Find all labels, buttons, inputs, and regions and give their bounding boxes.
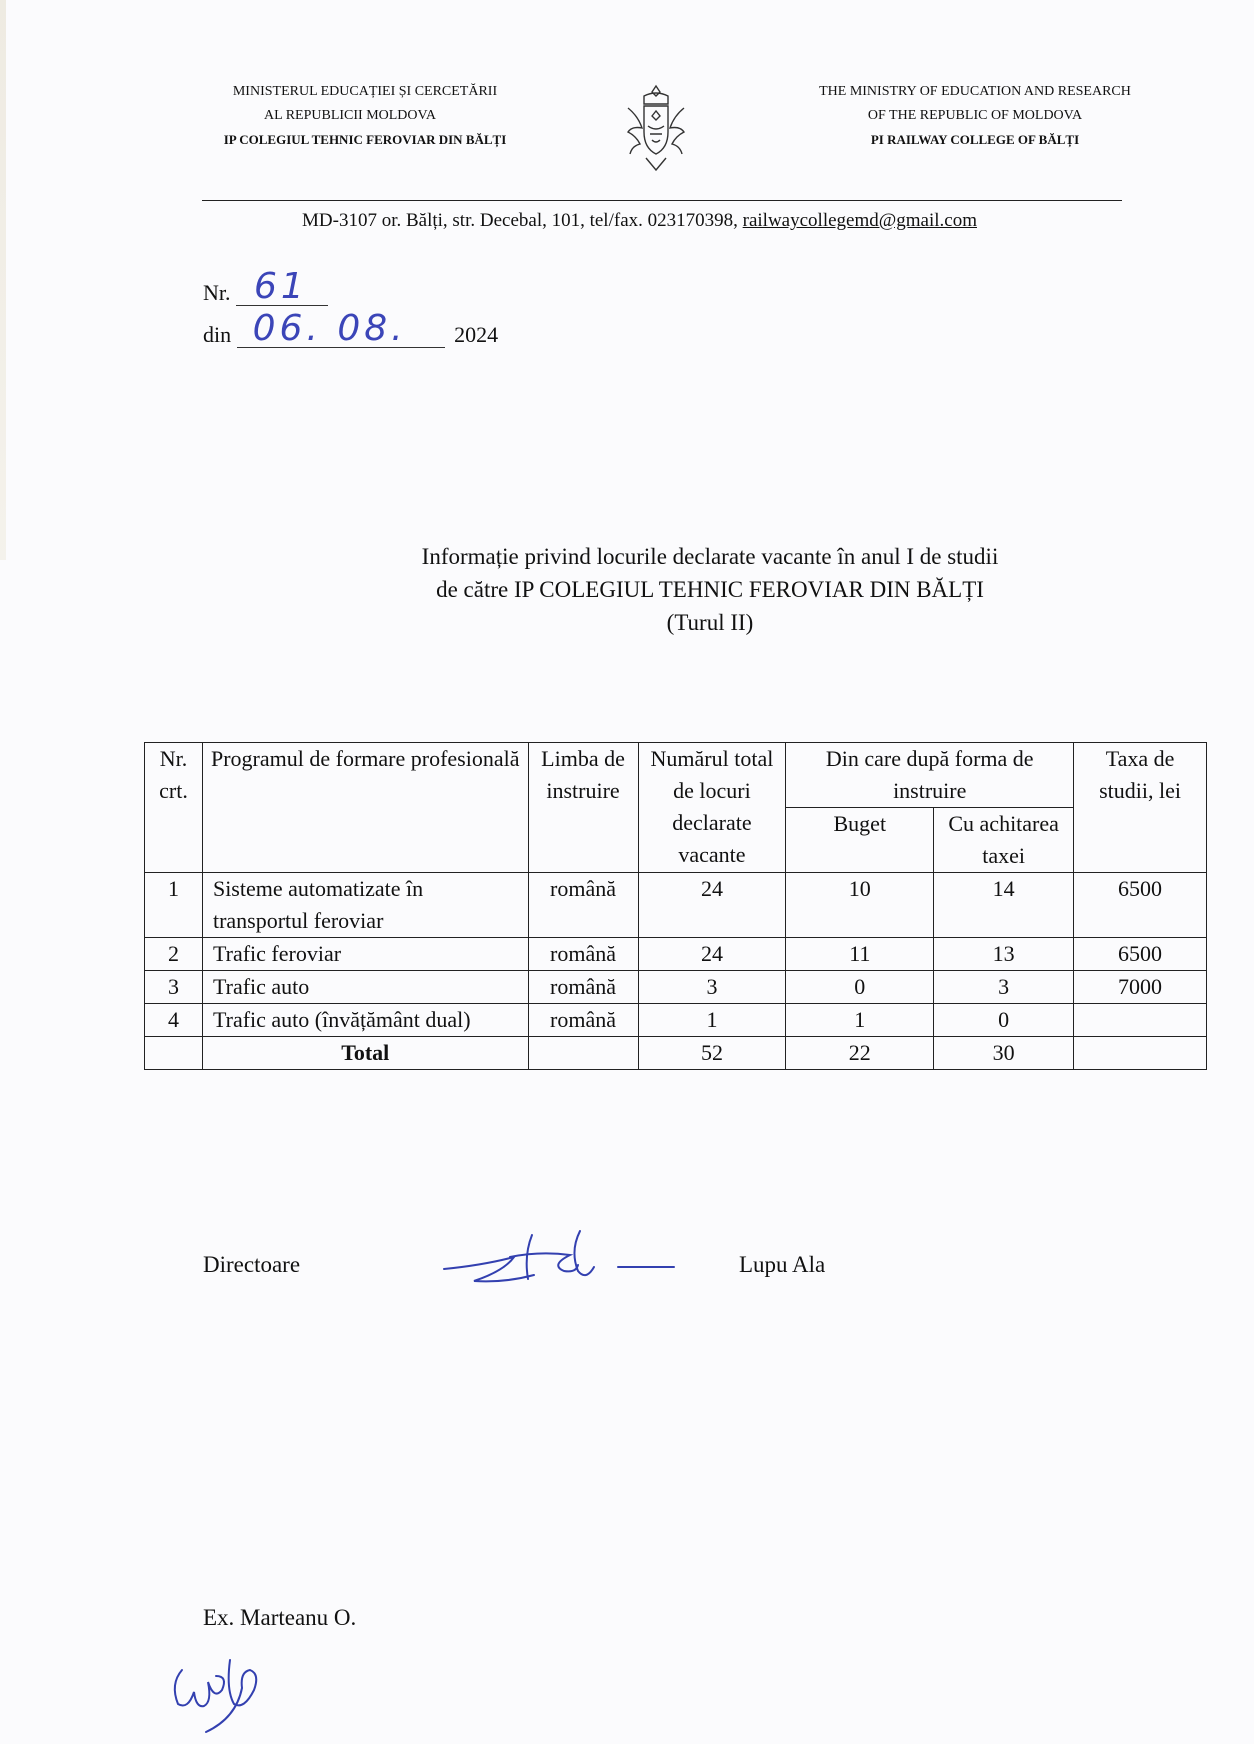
header-fee: Cu achitarea taxei: [934, 808, 1074, 873]
cell-budget: 0: [786, 971, 934, 1004]
signatory-role: Directoare: [203, 1252, 301, 1277]
letterhead-left: [200, 80, 530, 152]
director-signature: [440, 1225, 680, 1295]
cell-nr: 3: [145, 971, 203, 1004]
cell-budget: 1: [786, 1004, 934, 1037]
cell-tuition: 6500: [1074, 873, 1207, 938]
email-link[interactable]: railwaycollegemd@gmail.com: [742, 210, 977, 231]
total-row: [145, 1037, 1207, 1070]
cell-program: Trafic auto (învățământ dual): [202, 1004, 528, 1037]
cell-tuition: 6500: [1074, 938, 1207, 971]
title-line-2: de către IP COLEGIUL TEHNIC FEROVIAR DIN BĂLȚI: [436, 577, 984, 602]
cell-program: Sisteme automatizate în transportul feroviar: [202, 873, 528, 938]
header-divider: [202, 200, 1122, 201]
cell-language: română: [528, 873, 638, 938]
cell-language: română: [528, 1004, 638, 1037]
table-row: [145, 1004, 1207, 1037]
cell-program: Trafic auto: [202, 971, 528, 1004]
executor-signature: [160, 1650, 280, 1735]
college-en: PI RAILWAY COLLEGE OF BĂLȚI: [870, 132, 1080, 147]
cell-budget: 10: [786, 873, 934, 938]
college-ro: IP COLEGIUL TEHNIC FEROVIAR DIN BĂLȚI: [223, 132, 507, 147]
total-total: 52: [638, 1037, 786, 1070]
executor: Ex. Marteanu O.: [203, 1605, 357, 1630]
total-label: Total: [202, 1037, 528, 1070]
cell-program: Trafic feroviar: [202, 938, 528, 971]
title-line-3: (Turul II): [666, 610, 754, 635]
cell-budget: 11: [786, 938, 934, 971]
cell-total: 1: [638, 1004, 786, 1037]
ministry-en: THE MINISTRY OF EDUCATION AND RESEARCH: [819, 84, 1131, 99]
header-budget: Buget: [786, 808, 934, 873]
document-title: [330, 540, 1090, 639]
table-row: [145, 873, 1207, 938]
cell-language: română: [528, 938, 638, 971]
cell-total: 24: [638, 873, 786, 938]
reference-date: [203, 308, 499, 349]
cell-total: 24: [638, 938, 786, 971]
total-budget: 22: [786, 1037, 934, 1070]
reference-number: [203, 266, 328, 307]
header-language: Limba de instruire: [528, 743, 638, 873]
address-line: [302, 210, 977, 232]
table-header-row: [145, 743, 1207, 808]
cell-total: 3: [638, 971, 786, 1004]
cell-fee: 3: [934, 971, 1074, 1004]
din-label: din: [203, 322, 232, 347]
republic-en: OF THE REPUBLIC OF MOLDOVA: [867, 108, 1083, 123]
header-tuition: Taxa de studii, lei: [1074, 743, 1207, 873]
ministry-ro: MINISTERUL EDUCAȚIEI ȘI CERCETĂRII: [232, 84, 498, 99]
table-row: [145, 971, 1207, 1004]
signatory-name: Lupu Ala: [739, 1252, 826, 1277]
table-row: [145, 938, 1207, 971]
total-fee: 30: [934, 1037, 1074, 1070]
total-language-empty: [528, 1037, 638, 1070]
cell-fee: 14: [934, 873, 1074, 938]
vacancies-table: [144, 742, 1207, 1070]
scan-edge: [0, 0, 6, 560]
cell-tuition: [1074, 1004, 1207, 1037]
coat-of-arms-icon: [622, 82, 690, 174]
address-text: MD-3107 or. Bălți, str. Decebal, 101, tel/fax. 023170398,: [302, 210, 738, 231]
header-program: Programul de formare profesională: [202, 743, 528, 873]
title-line-1: Informație privind locurile declarate vacante în anul I de studii: [421, 544, 999, 569]
cell-tuition: 7000: [1074, 971, 1207, 1004]
total-tuition-empty: [1074, 1037, 1207, 1070]
cell-fee: 0: [934, 1004, 1074, 1037]
cell-language: română: [528, 971, 638, 1004]
cell-nr: 4: [145, 1004, 203, 1037]
cell-nr: 1: [145, 873, 203, 938]
nr-handwritten: 61: [254, 266, 308, 307]
republic-ro: AL REPUBLICII MOLDOVA: [264, 108, 436, 123]
date-handwritten: 06. 08.: [252, 308, 407, 349]
nr-label: Nr.: [203, 280, 231, 305]
total-nr-empty: [145, 1037, 203, 1070]
header-nr: Nr. crt.: [145, 743, 203, 873]
letterhead-right: [800, 80, 1150, 152]
header-total: Numărul total de locuri declarate vacante: [638, 743, 786, 873]
date-year: 2024: [454, 322, 499, 347]
cell-nr: 2: [145, 938, 203, 971]
header-group: Din care după forma de instruire: [786, 743, 1074, 808]
cell-fee: 13: [934, 938, 1074, 971]
